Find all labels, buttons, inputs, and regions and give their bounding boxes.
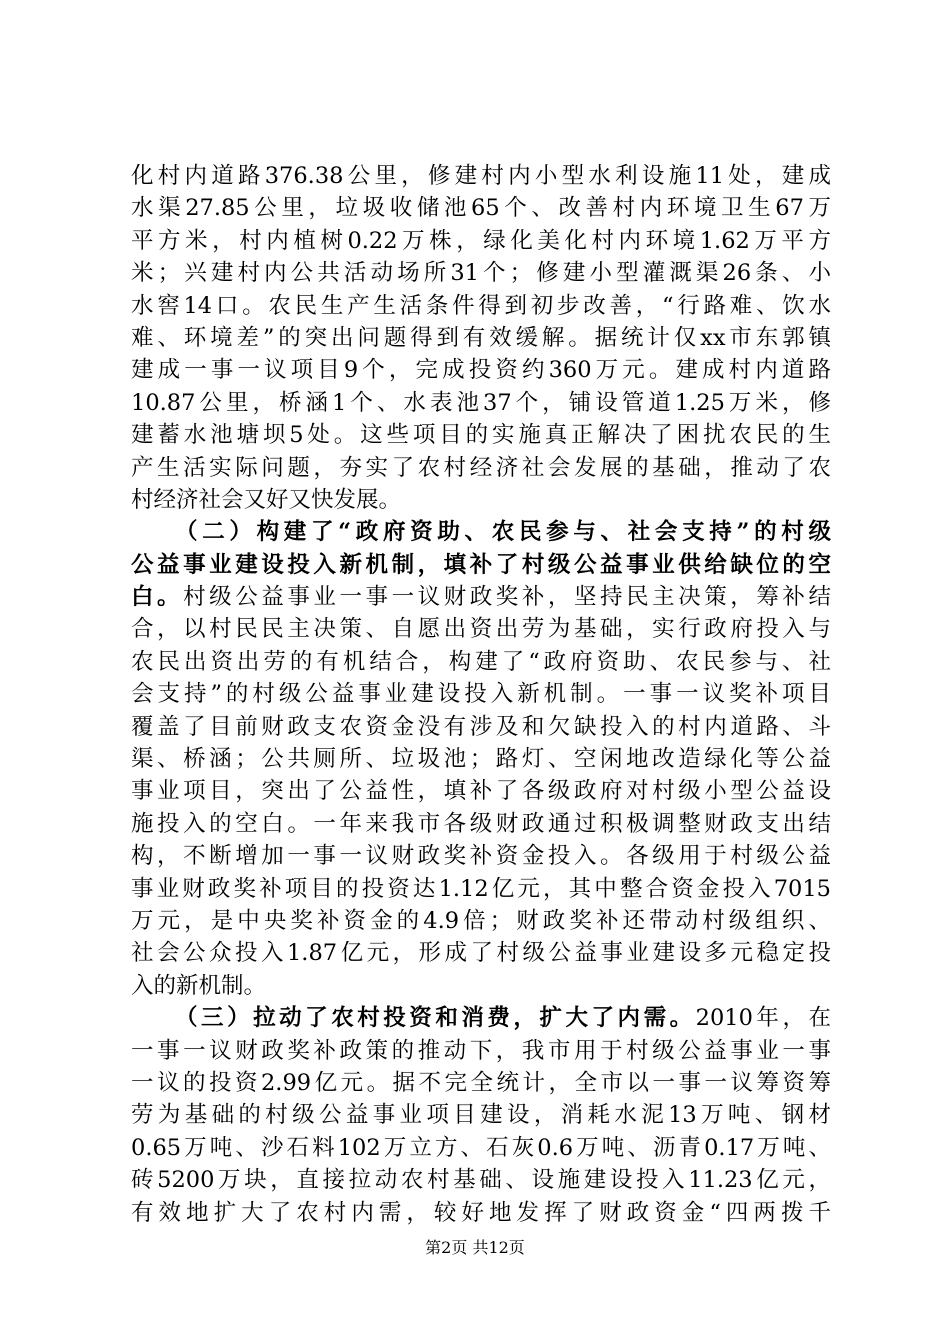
text-line [131, 160, 831, 192]
body-text [131, 160, 831, 1229]
text-line [131, 1099, 831, 1131]
text-line [131, 646, 831, 678]
text-line [131, 387, 831, 419]
text-line [131, 581, 831, 613]
body-text-span: 村经济社会又好又快发展。 [131, 486, 402, 513]
body-text-span: 施投入的空白。一年来我市各级财政通过积极调整财政支出结 [131, 810, 831, 837]
body-text-span: 渠、桥涵；公共厕所、垃圾池；路灯、空闲地改造绿化等公益 [131, 746, 831, 773]
heading-text: （二）构建了“政府资助、农民参与、社会支持”的村级 [175, 519, 831, 546]
body-text-span: 水渠27.85公里，垃圾收储池65个、改善村内环境卫生67万 [131, 195, 831, 222]
body-text-span: 10.87公里，桥涵1个、水表池37个，铺设管道1.25万米，修 [131, 389, 831, 416]
body-text-span: 合，以村民民主决策、自愿出资出劳为基础，实行政府投入与 [131, 616, 831, 643]
body-text-span: 劳为基础的村级公益事业项目建设，消耗水泥13万吨、钢材 [131, 1102, 831, 1129]
text-line [131, 711, 831, 743]
text-line [131, 1035, 831, 1067]
body-text-span: 入的新机制。 [131, 972, 267, 999]
body-text-span: 水窖14口。农民生产生活条件得到初步改善，“行路难、饮水 [131, 292, 831, 319]
body-text-span: 事业财政奖补项目的投资达1.12亿元，其中整合资金投入7015 [131, 875, 831, 902]
body-text-span: 事业项目，突出了公益性，填补了各级政府对村级小型公益设 [131, 778, 831, 805]
heading-text: 白。 [131, 584, 184, 611]
text-line [131, 678, 831, 710]
text-line [131, 1002, 831, 1034]
text-line [131, 354, 831, 386]
text-line [131, 1067, 831, 1099]
text-line [131, 484, 831, 516]
text-line [131, 613, 831, 645]
body-text-span: 砖5200万块，直接拉动农村基础、设施建设投入11.23亿元， [131, 1167, 831, 1194]
text-line [131, 1132, 831, 1164]
text-line [131, 937, 831, 969]
body-text-span: 一议的投资2.99亿元。据不完全统计，全市以一事一议筹资筹 [131, 1069, 831, 1096]
text-line [131, 743, 831, 775]
body-text-span: 一事一议财政奖补政策的推动下，我市用于村级公益事业一事 [131, 1037, 831, 1064]
body-text-span: 覆盖了目前财政支农资金没有涉及和欠缺投入的村内道路、斗 [131, 713, 831, 740]
text-line [131, 1164, 831, 1196]
text-line [131, 970, 831, 1002]
text-line [131, 905, 831, 937]
body-text-span: 平方米，村内植树0.22万株，绿化美化村内环境1.62万平方 [131, 227, 831, 254]
text-line [131, 290, 831, 322]
body-text-span: 建成一事一议项目9个，完成投资约360万元。建成村内道路 [131, 357, 831, 384]
text-line [131, 419, 831, 451]
page-footer: 第2页 共12页 [425, 1238, 525, 1257]
body-text-span: 农民出资出劳的有机结合，构建了“政府资助、农民参与、社 [131, 648, 831, 675]
text-line [131, 257, 831, 289]
body-text-span: 会支持”的村级公益事业建设投入新机制。一事一议奖补项目 [131, 681, 831, 708]
text-line [131, 873, 831, 905]
body-text-span: 化村内道路376.38公里，修建村内小型水利设施11处，建成 [131, 163, 831, 189]
text-line [131, 322, 831, 354]
body-text-span: 有效地扩大了农村内需，较好地发挥了财政资金“四两拨千 [131, 1199, 831, 1226]
body-text-span: 建蓄水池塘坝5处。这些项目的实施真正解决了困扰农民的生 [131, 422, 831, 449]
text-line [131, 192, 831, 224]
text-line [131, 516, 831, 548]
body-text-span: 难、环境差”的突出问题得到有效缓解。据统计仅xx市东郭镇 [131, 324, 831, 351]
body-text-span: 0.65万吨、沙石料102万立方、石灰0.6万吨、沥青0.17万吨、 [131, 1134, 831, 1161]
body-text-span: 米；兴建村内公共活动场所31个；修建小型灌溉渠26条、小 [131, 260, 831, 287]
body-text-span: 2010年，在 [695, 1005, 831, 1032]
heading-text: （三）拉动了农村投资和消费，扩大了内需。 [175, 1005, 696, 1032]
text-line [131, 808, 831, 840]
heading-text: 公益事业建设投入新机制，填补了村级公益事业供给缺位的空 [131, 551, 831, 578]
text-line [131, 549, 831, 581]
text-line [131, 452, 831, 484]
text-line [131, 775, 831, 807]
body-text-span: 产生活实际问题，夯实了农村经济社会发展的基础，推动了农 [131, 454, 831, 481]
text-line [131, 225, 831, 257]
text-line [131, 840, 831, 872]
text-line [131, 1197, 831, 1229]
body-text-span: 构，不断增加一事一议财政奖补资金投入。各级用于村级公益 [131, 843, 831, 870]
body-text-span: 社会公众投入1.87亿元，形成了村级公益事业建设多元稳定投 [131, 940, 831, 967]
body-text-span: 村级公益事业一事一议财政奖补，坚持民主决策，筹补结 [183, 584, 831, 611]
body-text-span: 万元，是中央奖补资金的4.9倍；财政奖补还带动村级组织、 [131, 907, 831, 934]
